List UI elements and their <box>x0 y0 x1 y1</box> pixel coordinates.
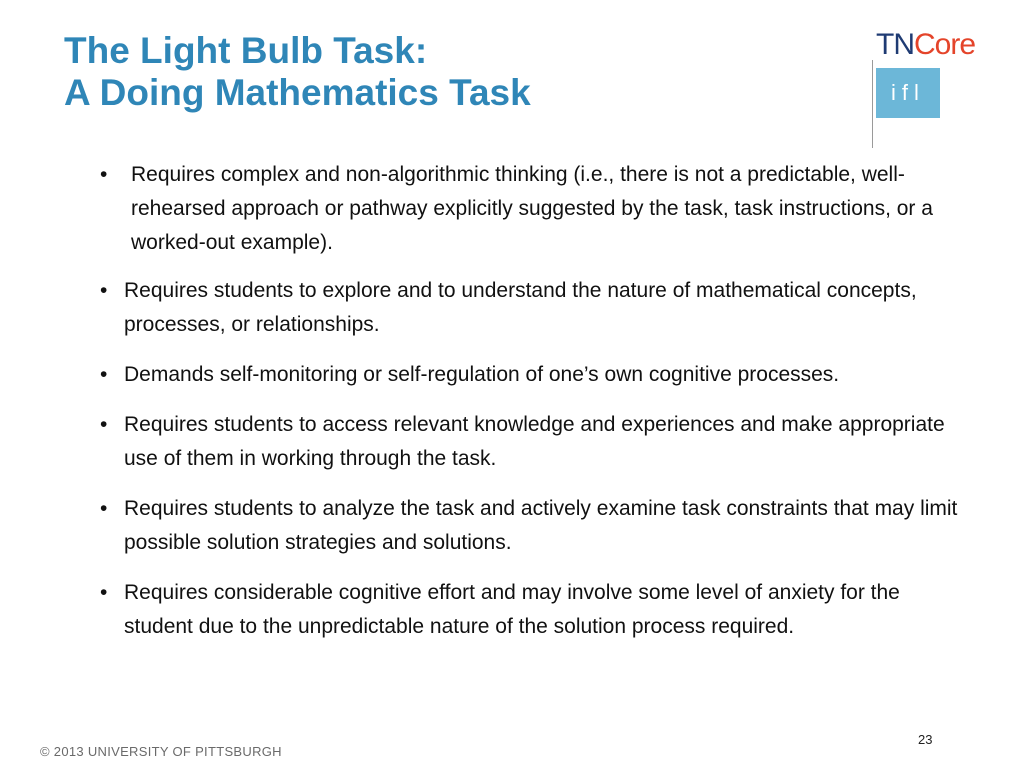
logo-divider <box>872 60 873 148</box>
bullet-text: Requires complex and non-algorithmic thinking (i.e., there is not a predictable, well-rehearsed approach or pathway explicitly suggested by the task, task instructions, or a worked-out example). <box>131 163 933 254</box>
bullet-text: Demands self-monitoring or self-regulation of one’s own cognitive processes. <box>124 363 840 386</box>
bullet-item <box>96 492 966 560</box>
bullet-list <box>96 158 966 660</box>
bullet-icon: • <box>100 163 108 186</box>
tncore-wordmark <box>876 28 975 62</box>
bullet-text: Requires students to analyze the task and actively examine task constraints that may limit possible solution strategies and solutions. <box>124 497 958 554</box>
bullet-item <box>96 158 966 260</box>
slide-title-line-1: The Light Bulb Task: <box>64 30 428 71</box>
bullet-text: Requires considerable cognitive effort and may involve some level of anxiety for the student due to the unpredictable nature of the solution process required. <box>124 581 900 638</box>
bullet-icon: • <box>100 581 108 604</box>
page-number: 23 <box>918 732 933 747</box>
bullet-text: Requires students to access relevant knowledge and experiences and make appropriate use of them in working through the task. <box>124 413 945 470</box>
ifl-badge: ifl <box>876 68 940 118</box>
slide-title-line-2: A Doing Mathematics Task <box>64 72 531 113</box>
slide-title <box>64 30 531 114</box>
bullet-text: Requires students to explore and to understand the nature of mathematical concepts, processes, or relationships. <box>124 279 917 336</box>
bullet-item <box>96 576 966 644</box>
bullet-icon: • <box>100 279 108 302</box>
tncore-wordmark-core: Core <box>914 28 976 61</box>
bullet-icon: • <box>100 413 108 436</box>
bullet-icon: • <box>100 363 108 386</box>
bullet-item <box>96 358 966 392</box>
copyright-footer: © 2013 UNIVERSITY OF PITTSBURGH <box>40 744 282 759</box>
bullet-icon: • <box>100 497 108 520</box>
tncore-ifl-logo <box>860 22 1010 132</box>
tncore-wordmark-tn: TN <box>876 28 914 61</box>
bullet-item <box>96 274 966 342</box>
bullet-item <box>96 408 966 476</box>
